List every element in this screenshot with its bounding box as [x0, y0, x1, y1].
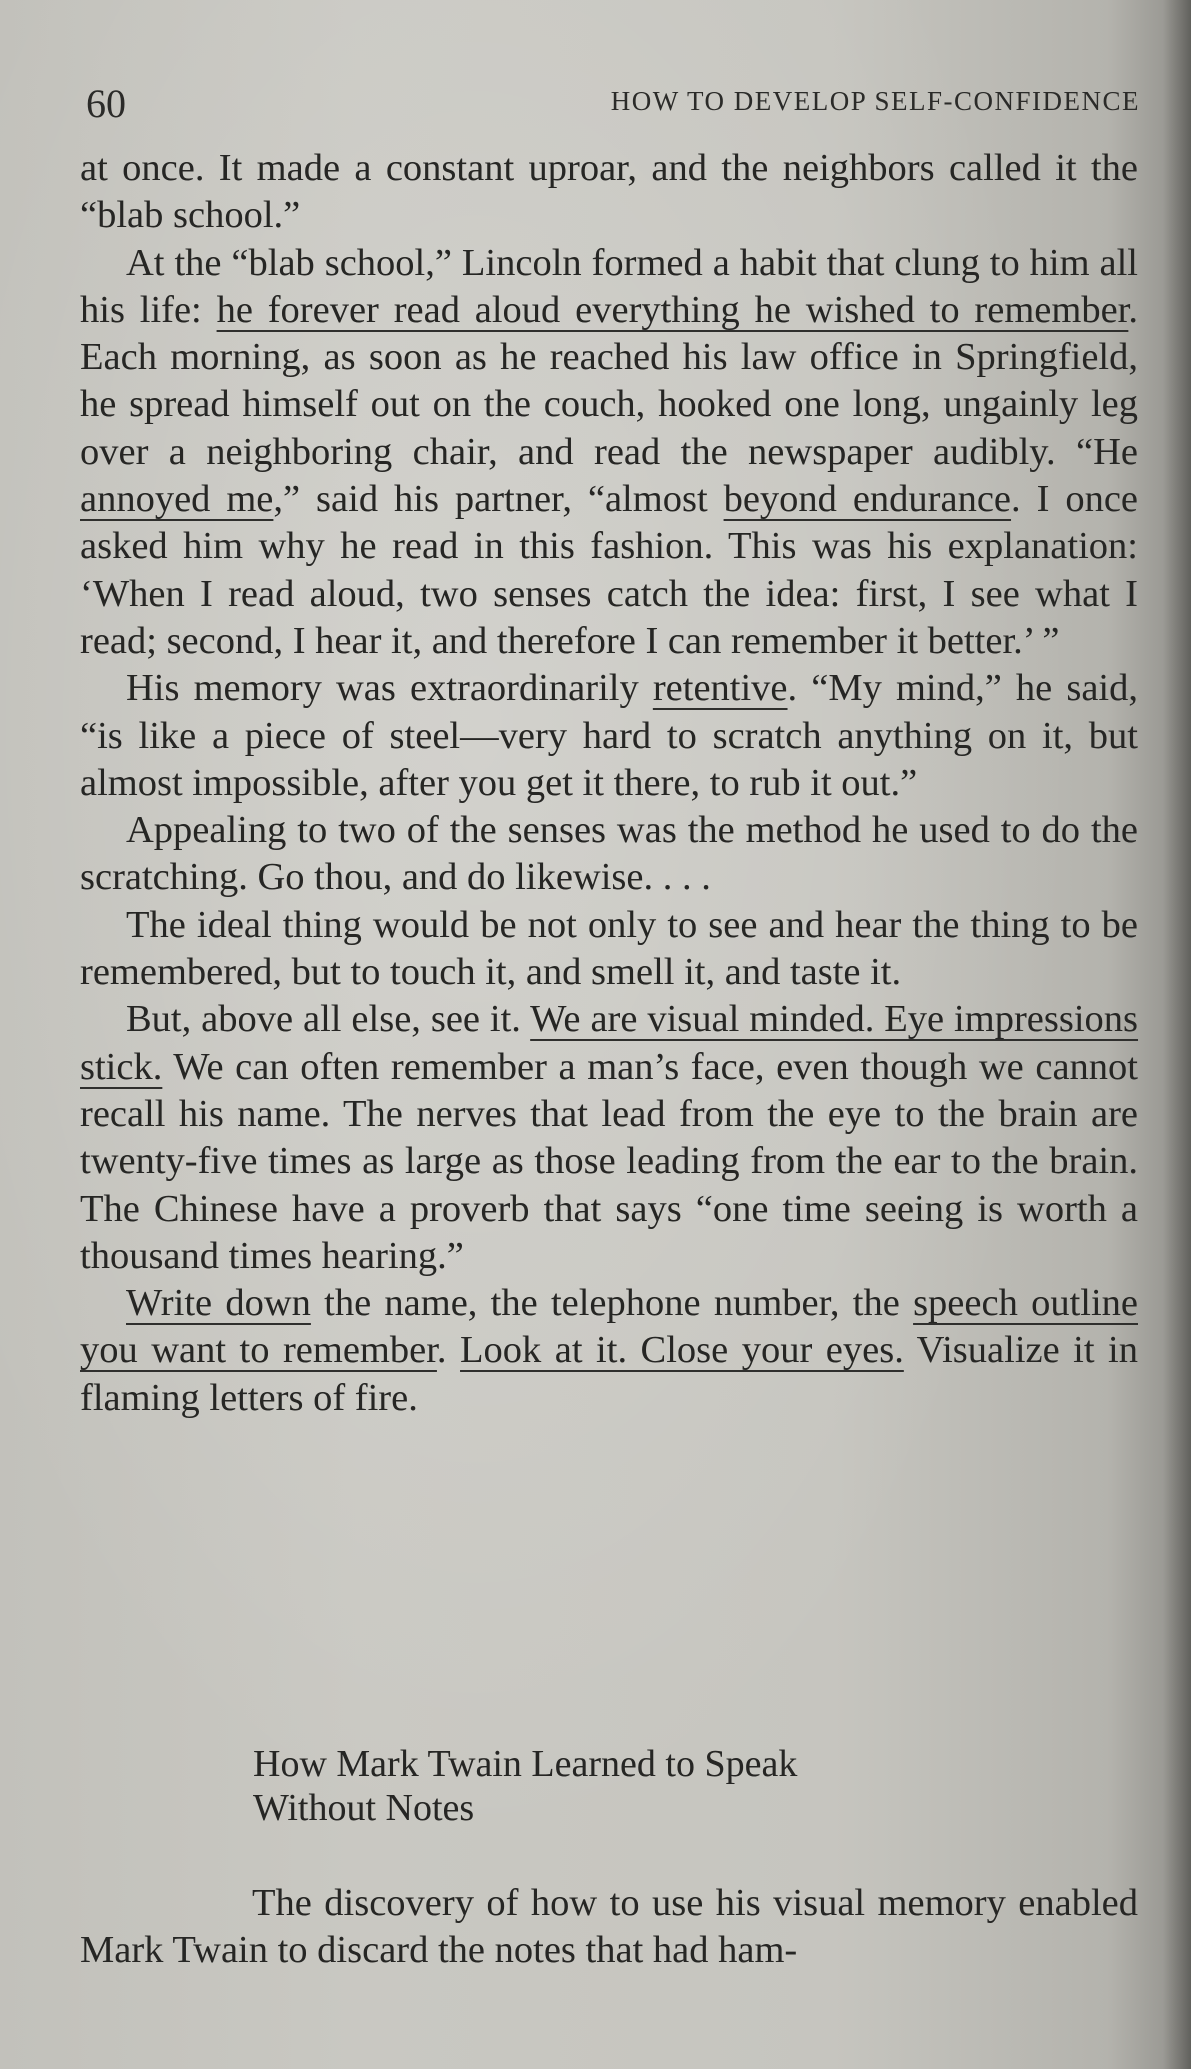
running-head: HOW TO DEVELOP SELF-CONFIDENCE [610, 86, 1140, 116]
text-segment: . Each morning, as soon as he reached his law office in Springfield, he spread himself out on the couch, hooked one long, ungainly leg over a neighboring chair, and read the newspaper audibly. “He [80, 288, 1138, 473]
paragraph: The discovery of how to use his visual memory enabled Mark Twain to discard the notes that had ham- [80, 1882, 1138, 1972]
text-segment: His memory was extraordinarily [126, 667, 653, 710]
text-segment: We can often remember a man’s face, even though we cannot recall his name. The nerves that lead from the eye to the brain are twenty-five times as large as those leading from the ear to the brain. The Chinese have a proverb that says “one time seeing is worth a thousand times hearing.” [80, 1045, 1138, 1277]
page-spine-shadow [1163, 0, 1191, 2069]
paragraph [80, 807, 1138, 902]
paragraph [80, 240, 1138, 666]
text-segment: at once. It made a constant uproar, and the neighbors called it the “blab school.” [80, 147, 1138, 237]
text-segment: At the “blab school,” Lincoln formed a habit that clung to him all his life: [80, 241, 1138, 331]
text-segment: Visualize it in flaming letters of fire. [80, 1329, 1138, 1419]
underlined-text: beyond endurance [723, 478, 1012, 521]
underlined-text: he forever read aloud everything he wished to remember [216, 288, 1129, 331]
underlined-text: We are visual minded. Eye impressions stick. [80, 998, 1139, 1088]
paragraph [80, 996, 1138, 1280]
paragraph [80, 145, 1138, 240]
closing-paragraph [80, 1880, 1138, 1975]
underlined-text: retentive [652, 667, 788, 710]
paragraph [80, 902, 1138, 997]
page-number: 60 [86, 81, 126, 126]
subheading-line-2: Without Notes [253, 1787, 475, 1829]
underlined-text: Write down [126, 1282, 311, 1325]
paragraph [80, 665, 1138, 807]
text-segment: . [436, 1329, 461, 1372]
text-segment: But, above all else, see it. [126, 998, 531, 1041]
underlined-text: speech outline you want to remember [80, 1282, 1138, 1372]
text-segment: . “My mind,” he said, “is like a piece of steel—very hard to scratch anything on it, but almost impossible, after you get it there, to rub it out.” [80, 667, 1138, 804]
text-segment: Appealing to two of the senses was the method he used to do the scratching. Go thou, and do likewise. . . . [80, 809, 1138, 899]
text-segment: The ideal thing would be not only to see and hear the thing to be remembered, but to touch it, and smell it, and taste it. [80, 903, 1138, 994]
section-subheading [253, 1742, 797, 1830]
underlined-text: Look at it. Close your eyes. [460, 1329, 904, 1372]
page-header [86, 80, 1140, 126]
paragraph [80, 1280, 1138, 1422]
text-segment: . I once asked him why he read in this fashion. This was his explanation: ‘When I read aloud, two senses catch the idea: first, I see what I read; second, I hear it, and therefore I can remember it better.’ ” [80, 478, 1139, 662]
underlined-text: annoyed me [80, 478, 274, 521]
subheading-line-1: How Mark Twain Learned to Speak [253, 1743, 798, 1785]
body-text [80, 145, 1138, 1422]
text-segment: the name, the telephone number, the [310, 1282, 914, 1325]
text-segment: ,” said his partner, “almost [273, 478, 724, 521]
